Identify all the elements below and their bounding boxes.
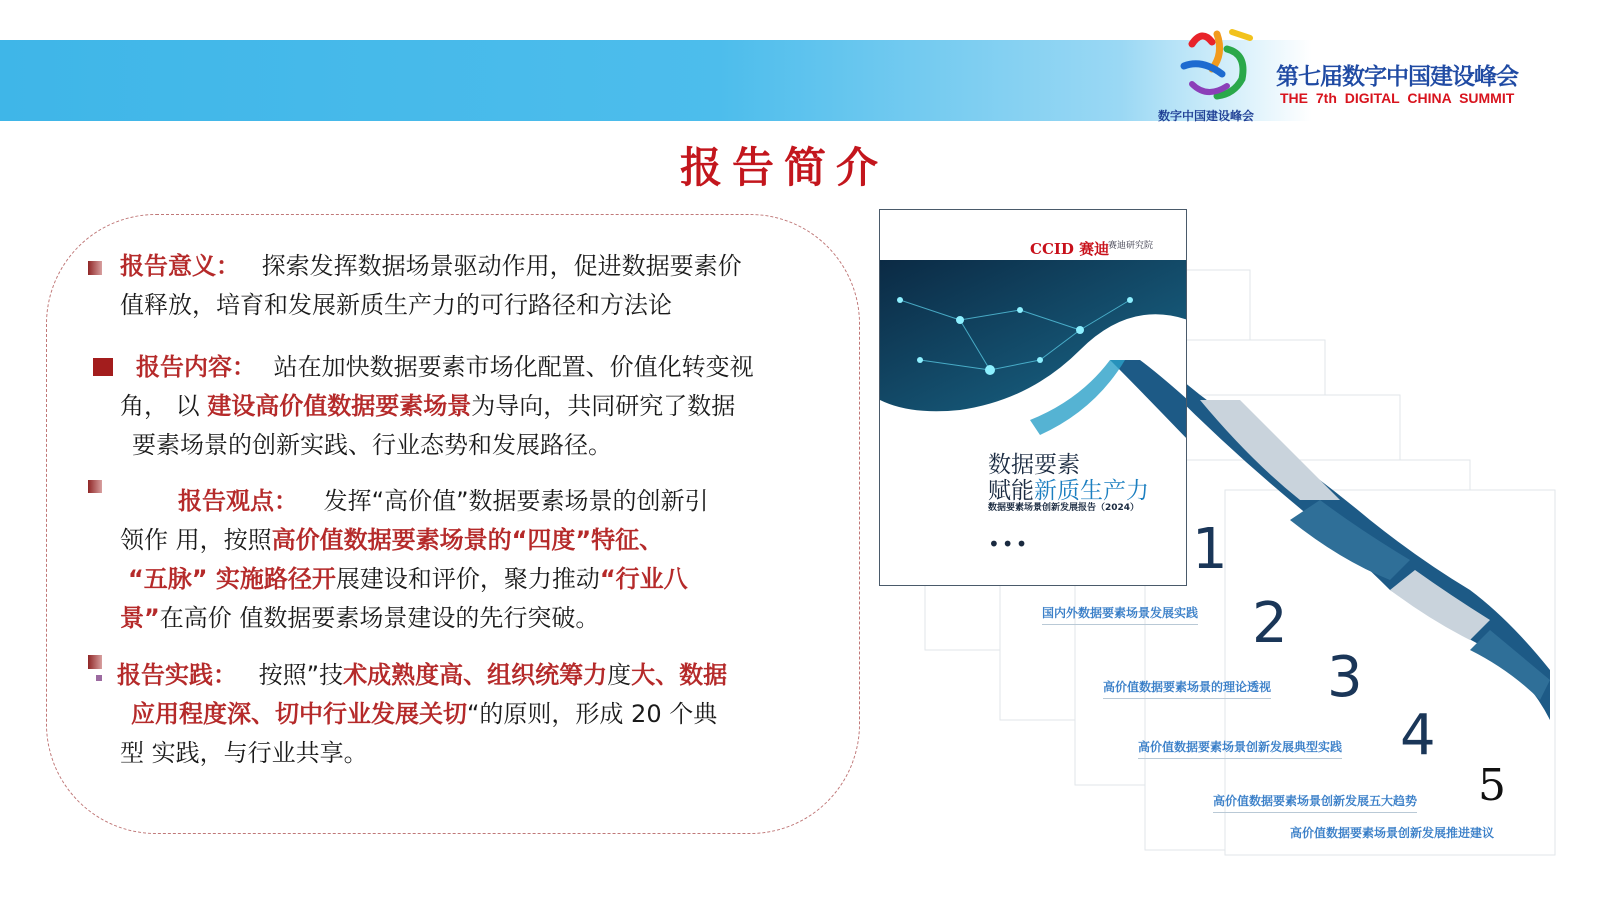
section-highlight: 建设高价值数据要素场景: [207, 392, 472, 420]
section-highlight: 大、数据: [631, 661, 728, 689]
section-label: 报告意义：: [120, 252, 240, 280]
section-text: 站在加快数据要素市场化配置、价值化转变视: [273, 353, 754, 381]
report-brand-sub: 赛迪研究院: [1108, 241, 1154, 251]
section-text: 在高价 值数据要素场景建设的先行突破。: [159, 604, 600, 632]
section-content: [120, 348, 754, 465]
section-viewpoint: [120, 482, 709, 638]
section-text: 值释放，培育和发展新质生产力的可行路径和方法论: [120, 291, 672, 319]
report-brand: CCID 赛迪: [1030, 240, 1110, 258]
section-practice: [117, 656, 727, 773]
chapter-number: 2: [1252, 591, 1288, 656]
report-title-line2b: 新质生产力: [1034, 478, 1149, 504]
report-title-line2a: 赋能: [988, 478, 1034, 504]
bullet-icon: [88, 655, 102, 669]
report-cover: [879, 209, 1187, 586]
bullet-dot-icon: [96, 675, 102, 681]
section-highlight: 高价值数据要素场景的“四度”特征、: [271, 526, 664, 554]
section-highlight: “五脉” 实施路径开: [128, 565, 336, 593]
section-label: 报告观点：: [178, 487, 298, 515]
summit-name-en: THE 7th DIGITAL CHINA SUMMIT: [1280, 90, 1515, 106]
summit-logo-icon: [1172, 24, 1262, 106]
chapter-number: 4: [1400, 703, 1436, 768]
bullet-icon: [93, 358, 113, 376]
section-text: 发挥“高价值”数据要素场景的创新引: [323, 487, 709, 515]
chapter-caption: 高价值数据要素场景创新发展五大趋势: [1213, 792, 1417, 813]
section-text: 展建设和评价，聚力推动: [335, 565, 600, 593]
section-text: 要素场景的创新实践、行业态势和发展路径。: [132, 431, 612, 459]
section-text: 为导向，共同研究了数据: [471, 392, 736, 420]
section-text: 探索发挥数据场景驱动作用，促进数据要素价: [261, 252, 742, 280]
section-highlight: 景”: [120, 604, 160, 632]
section-text: 按照”技: [258, 661, 344, 689]
section-text: “的原则，形成 20 个典: [467, 700, 718, 728]
report-dots: •••: [988, 532, 1030, 556]
section-label: 报告实践：: [117, 661, 237, 689]
chapter-number: 1: [1192, 517, 1228, 582]
summit-name-cn: 第七届数字中国建设峰会: [1276, 64, 1518, 90]
chapter-caption: 高价值数据要素场景的理论透视: [1103, 678, 1271, 699]
page-title: 报告简介: [680, 143, 889, 192]
report-subtitle: 数据要素场景创新发展报告（2024）: [988, 503, 1140, 513]
section-highlight: “行业八: [599, 565, 688, 593]
section-meaning: [120, 247, 742, 325]
chapter-number: 5: [1478, 760, 1506, 811]
chapter-caption: 高价值数据要素场景创新发展典型实践: [1138, 738, 1342, 759]
bullet-icon: [88, 261, 102, 275]
bullet-icon: [88, 480, 102, 493]
section-highlight: 应用程度深、切中行业发展关切: [131, 700, 467, 728]
chapter-caption: 国内外数据要素场景发展实践: [1042, 604, 1198, 625]
cover-wave: [880, 360, 1187, 460]
section-label: 报告内容：: [136, 353, 256, 381]
section-text: 角， 以: [120, 392, 208, 420]
section-text: 领作 用，按照: [120, 526, 272, 554]
chapter-number: 3: [1327, 645, 1363, 710]
logo-subtitle: 数字中国建设峰会: [1158, 109, 1255, 123]
section-text: 度: [607, 661, 632, 689]
report-title-line1: 数据要素: [988, 452, 1080, 478]
section-text: 型 实践，与行业共享。: [120, 739, 368, 767]
chapter-caption: 高价值数据要素场景创新发展推进建议: [1290, 826, 1495, 840]
section-highlight: 术成熟度高、组织统筹力: [343, 661, 608, 689]
